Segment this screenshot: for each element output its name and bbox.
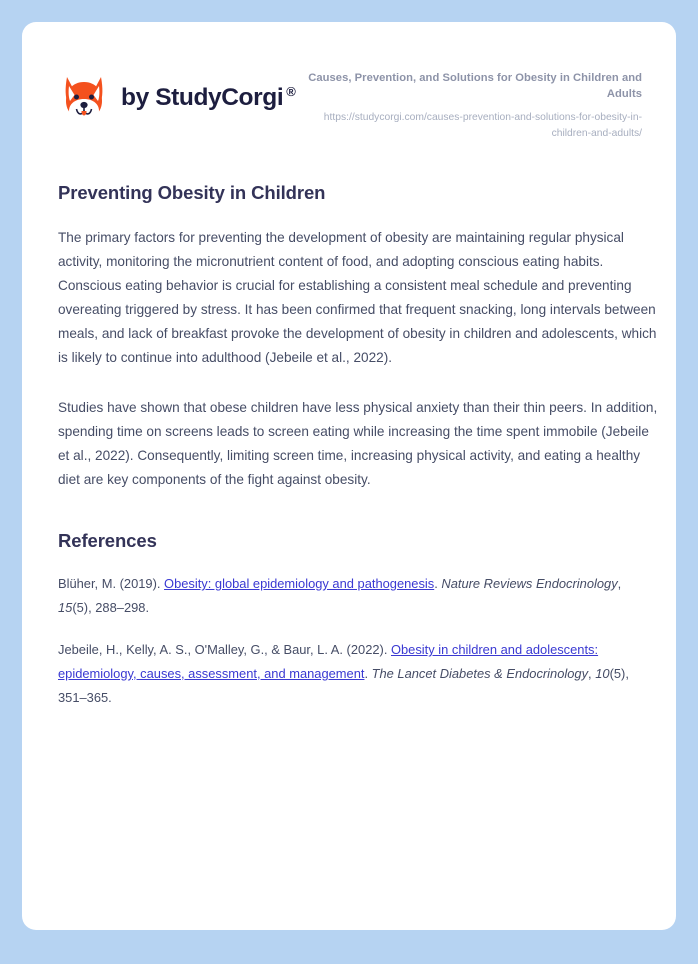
page-title: Preventing Obesity in Children (58, 182, 326, 203)
references-heading: References (58, 530, 157, 551)
reference-link-suffix: . (364, 666, 372, 681)
reference-journal-separator: , (588, 666, 596, 681)
reference-authors-year: Jebeile, H., Kelly, A. S., O'Malley, G., & Baur, L. A. (2022). (58, 642, 391, 657)
header-source-url[interactable]: https://studycorgi.com/causes-prevention-and-solutions-for-obesity-in-children-and-adults/ (323, 112, 642, 139)
document-header (22, 22, 676, 140)
reference-item (58, 638, 658, 710)
brand-wordmark-text: by StudyCorgi (121, 84, 284, 112)
reference-item (58, 572, 658, 620)
reference-link-suffix: . (434, 576, 442, 591)
reference-link[interactable]: Obesity: global epidemiology and pathogenesis (164, 576, 435, 591)
document-body (58, 182, 658, 728)
brand-lockup (58, 72, 295, 124)
header-meta (295, 68, 642, 141)
brand-wordmark (121, 84, 295, 112)
header-article-title: Causes, Prevention, and Solutions for Obesity in Children and Adults (308, 72, 642, 101)
reference-volume: 15 (58, 600, 73, 615)
reference-link[interactable]: Obesity in children and adolescents: epidemiology, causes, assessment, and management (58, 642, 599, 681)
registered-trademark-icon: ® (286, 83, 296, 99)
reference-authors-year: Blüher, M. (2019). (58, 576, 165, 591)
reference-journal: The Lancet Diabetes & Endocrinology (371, 666, 589, 681)
reference-journal-separator: , (617, 576, 622, 591)
body-paragraph: The primary factors for preventing the development of obesity are maintaining regular physical activity, monitoring the micronutrient content of food, and adopting conscious eating habits. Conscious eating behavior is crucial for establishing a consistent meal schedule and preventing overeating triggered by stress. It has been confirmed that frequent snacking, long intervals between meals, and lack of breakfast provoke the development of obesity in children and adolescents, which is likely to continue into adulthood (Jebeile et al., 2022). (58, 230, 657, 365)
reference-issue-pages: (5), 351–365. (58, 666, 629, 705)
reference-volume: 10 (595, 666, 610, 681)
reference-journal: Nature Reviews Endocrinology (441, 576, 618, 591)
document-page-card (22, 22, 676, 930)
corgi-face-logo-icon (58, 72, 110, 124)
reference-issue-pages: (5), 288–298. (72, 600, 150, 615)
body-paragraph: Studies have shown that obese children have less physical anxiety than their thin peers. In addition, spending time on screens leads to screen eating while increasing the time spent immobile (Jebeile et al., 2022). Consequently, limiting screen time, increasing physical activity, and eating a healthy diet are key components of the fight against obesity. (58, 400, 658, 487)
